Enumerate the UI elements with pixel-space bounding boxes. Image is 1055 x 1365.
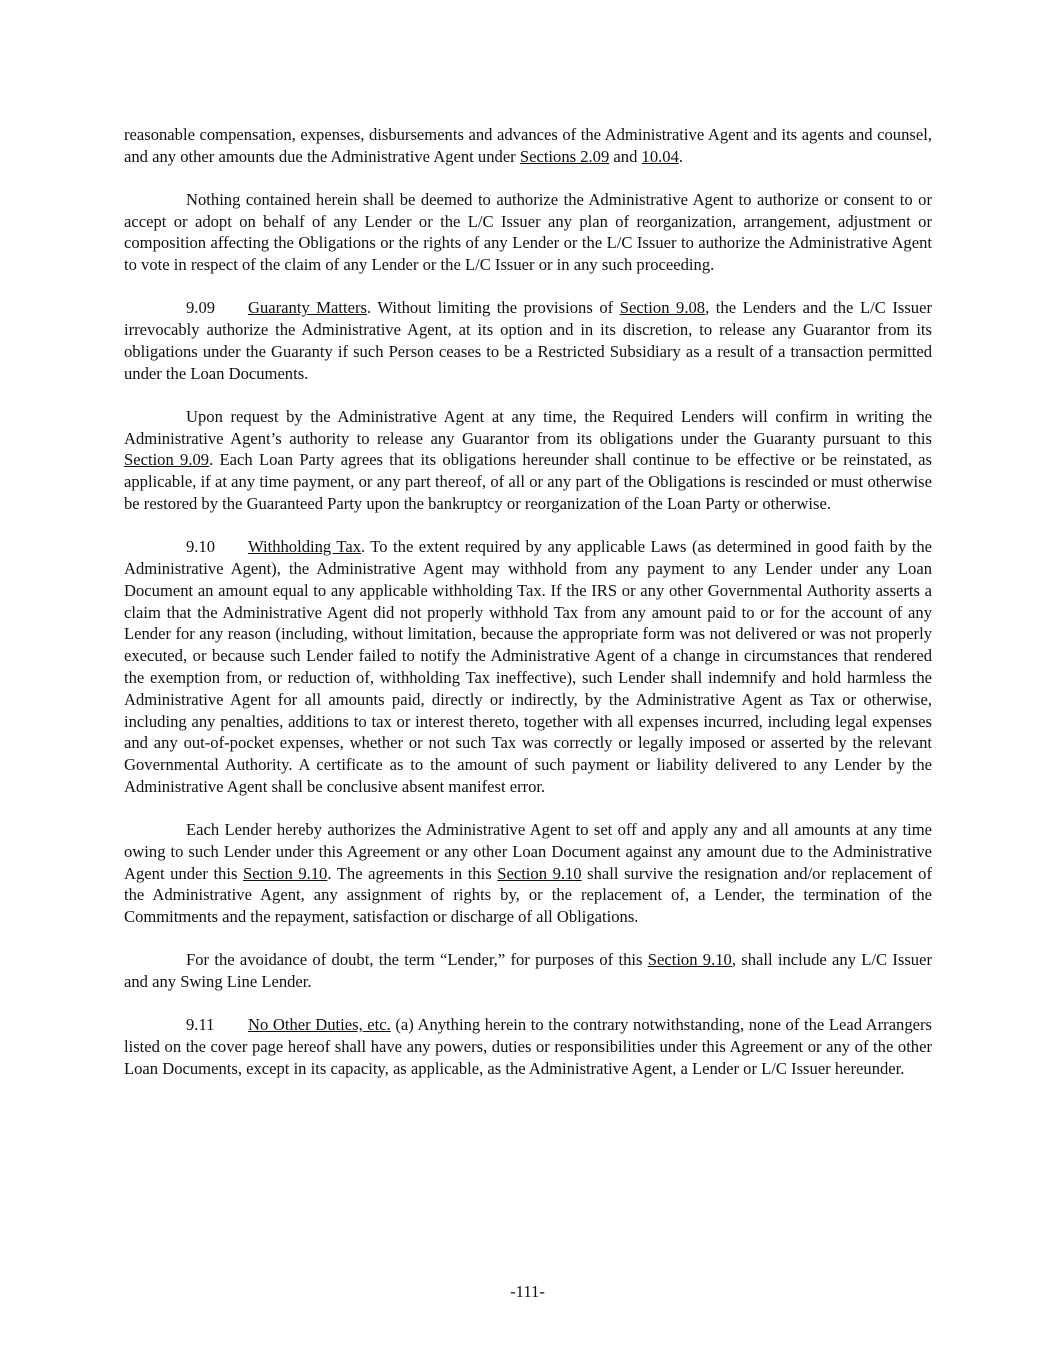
document-page-body: [124, 124, 932, 1101]
paragraph-lender-definition: For the avoidance of doubt, the term “Lender,” for purposes of this Section 9.10, shall include any L/C Issuer and any Swing Line Lender.: [124, 950, 932, 992]
paragraph-set-off: Each Lender hereby authorizes the Administrative Agent to set off and apply any and all amounts at any time owing to such Lender under this Agreement or any other Loan Document against any amount due to the Administrative Agent under this Section 9.10. The agreements in this Section 9.10 shall survive the resignation and/or replacement of the Administrative Agent, any assignment of rights by, or the replacement of, a Lender, the termination of the Commitments and the repayment, satisfaction or discharge of all Obligations.: [124, 820, 932, 927]
section-number: 9.11: [186, 1015, 215, 1035]
section-9-11: 9.11 No Other Duties, etc. (a) Anything herein to the contrary notwithstanding, none of the Lead Arrangers listed on the cover page hereof shall have any powers, duties or responsibilities under this Agreement or any of the other Loan Documents, except in its capacity, as applicable, as the Administrative Agent, a Lender or L/C Issuer hereunder.: [124, 1015, 933, 1078]
section-9-09: 9.09 Guaranty Matters. Without limiting the provisions of Section 9.08, the Lenders and the L/C Issuer irrevocably authorize the Administrative Agent, at its option and in its discretion, to release any Guarantor from its obligations under the Guaranty if such Person ceases to be a Restricted Subsidiary as a result of a transaction permitted under the Loan Documents.: [124, 298, 932, 383]
cross-reference: Sections 2.09: [519, 146, 610, 166]
section-number: 9.10: [186, 537, 216, 557]
cross-reference: Section 9.08: [619, 298, 706, 318]
paragraph-reorganization: Nothing contained herein shall be deemed to authorize the Administrative Agent to authorize or consent to or accept or adopt on behalf of any Lender or the L/C Issuer any plan of reorganization, arrangement, adjustment or composition affecting the Obligations or the rights of any Lender or the L/C Issuer to authorize the Administrative Agent to vote in respect of the claim of any Lender or the L/C Issuer or in any such proceeding.: [124, 189, 932, 275]
section-heading: Withholding Tax: [248, 537, 362, 557]
section-heading: Guaranty Matters: [248, 298, 367, 318]
page-number: -111-: [510, 1282, 545, 1301]
paragraph-continuation: reasonable compensation, expenses, disbursements and advances of the Administrative Agent and its agents and counsel, and any other amounts due the Administrative Agent under Sections 2.09 and 10.04.: [124, 125, 932, 166]
cross-reference: 10.04: [641, 146, 679, 166]
cross-reference: Section 9.09: [124, 450, 210, 470]
cross-reference: Section 9.10: [242, 863, 328, 883]
cross-reference: Section 9.10: [497, 863, 582, 883]
section-heading: No Other Duties, etc.: [248, 1015, 391, 1035]
paragraph-confirm-authority: Upon request by the Administrative Agent at any time, the Required Lenders will confirm in writing the Administrative Agent’s authority to release any Guarantor from its obligations under the Guaranty pursuant to this Section 9.09. Each Loan Party agrees that its obligations hereunder shall continue to be effective or be reinstated, as applicable, if at any time payment, or any part thereof, of all or any part of the Obligations is rescinded or must otherwise be restored by the Guaranteed Party upon the bankruptcy or reorganization of the Loan Party or otherwise.: [124, 406, 932, 514]
cross-reference: Section 9.10: [647, 950, 732, 970]
section-number: 9.09: [186, 298, 216, 318]
section-9-10: 9.10 Withholding Tax. To the extent required by any applicable Laws (as determined in good faith by the Administrative Agent), the Administrative Agent may withhold from any payment to any Lender under any Loan Document an amount equal to any applicable withholding Tax. If the IRS or any other Governmental Authority asserts a claim that the Administrative Agent did not properly withhold Tax from any amount paid to or for the account of any Lender for any reason (including, without limitation, because the appropriate form was not delivered or was not properly executed, or because such Lender failed to notify the Administrative Agent of a change in circumstances that rendered the exemption from, or reduction of, withholding Tax ineffective), such Lender shall indemnify and hold harmless the Administrative Agent for all amounts paid, directly or indirectly, by the Administrative Agent as Tax or otherwise, including any penalties, additions to tax or interest thereto, together with all expenses incurred, including legal expenses and any out-of-pocket expenses, whether or not such Tax was correctly or legally imposed or asserted by the relevant Governmental Authority. A certificate as to the amount of such payment or liability delivered to any Lender by the Administrative Agent shall be conclusive absent manifest error.: [124, 537, 932, 796]
